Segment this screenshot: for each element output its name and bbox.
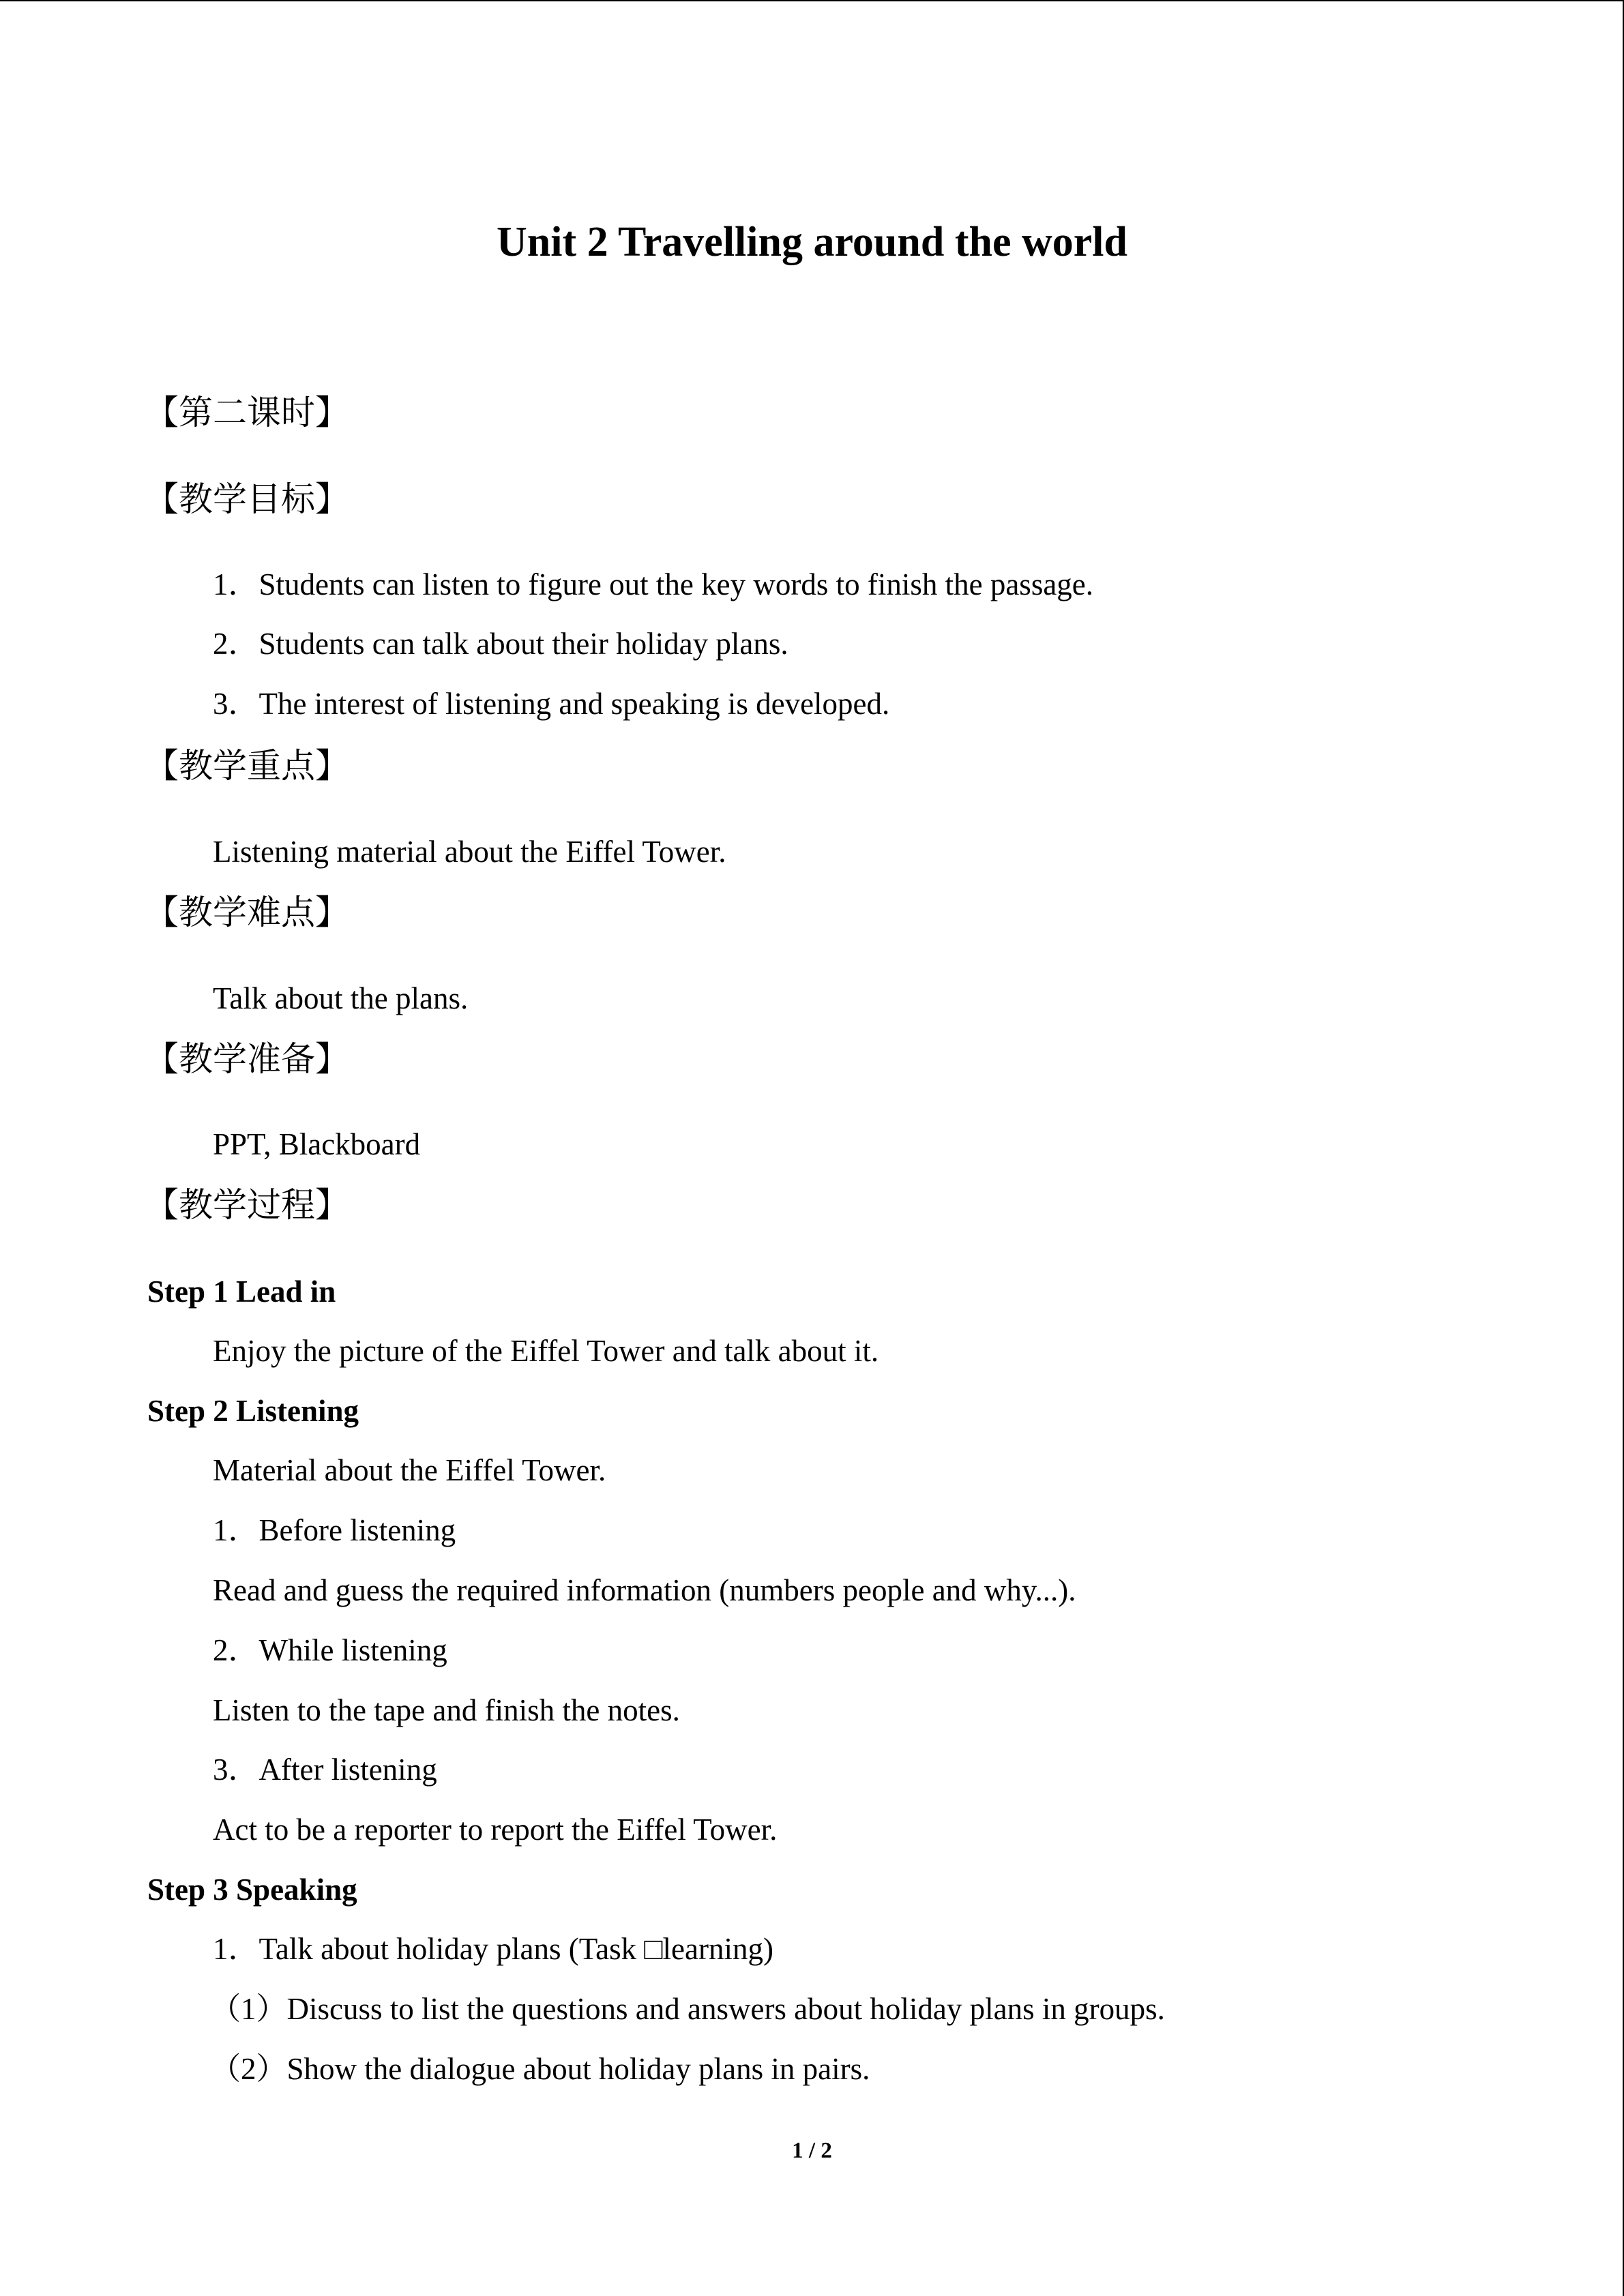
step2-after-label: 3．After listening (213, 1753, 437, 1787)
step3-sub-1: （1）Discuss to list the questions and answers about holiday plans in groups. (210, 1992, 1165, 2026)
step2-title: Step 2 Listening (147, 1394, 359, 1428)
lesson-heading: 【第二课时】 (145, 393, 349, 432)
step1-title: Step 1 Lead in (147, 1274, 336, 1309)
step3-title: Step 3 Speaking (147, 1873, 357, 1907)
step2-while-label: 2．While listening (213, 1633, 447, 1667)
objectives-heading: 【教学目标】 (145, 479, 349, 519)
document-title: Unit 2 Travelling around the world (497, 219, 1127, 265)
step2-before-text: Read and guess the required information (numbers people and why...). (213, 1573, 1076, 1607)
page-number: 1 / 2 (792, 2138, 832, 2163)
step2-after-text: Act to be a reporter to report the Eiffel Tower. (213, 1813, 778, 1847)
preparation-heading: 【教学准备】 (145, 1039, 349, 1079)
step2-while-text: Listen to the tape and finish the notes. (213, 1693, 680, 1727)
key-points-heading: 【教学重点】 (145, 746, 349, 786)
process-heading: 【教学过程】 (145, 1185, 349, 1225)
key-points-text: Listening material about the Eiffel Tower. (213, 835, 726, 869)
objective-item-1: 1．Students can listen to figure out the key words to finish the passage. (213, 567, 1094, 601)
difficult-points-heading: 【教学难点】 (145, 893, 349, 932)
difficult-points-text: Talk about the plans. (213, 981, 469, 1015)
step2-intro: Material about the Eiffel Tower. (213, 1453, 606, 1487)
objective-item-3: 3．The interest of listening and speaking is developed. (213, 687, 890, 721)
step1-text: Enjoy the picture of the Eiffel Tower and talk about it. (213, 1334, 879, 1368)
objective-item-2: 2．Students can talk about their holiday plans. (213, 627, 788, 661)
step3-item-1: 1．Talk about holiday plans (Task □learning) (213, 1932, 773, 1966)
step2-before-label: 1．Before listening (213, 1513, 456, 1547)
step3-sub-2: （2）Show the dialogue about holiday plans in pairs. (210, 2052, 870, 2086)
preparation-text: PPT, Blackboard (213, 1127, 421, 1161)
